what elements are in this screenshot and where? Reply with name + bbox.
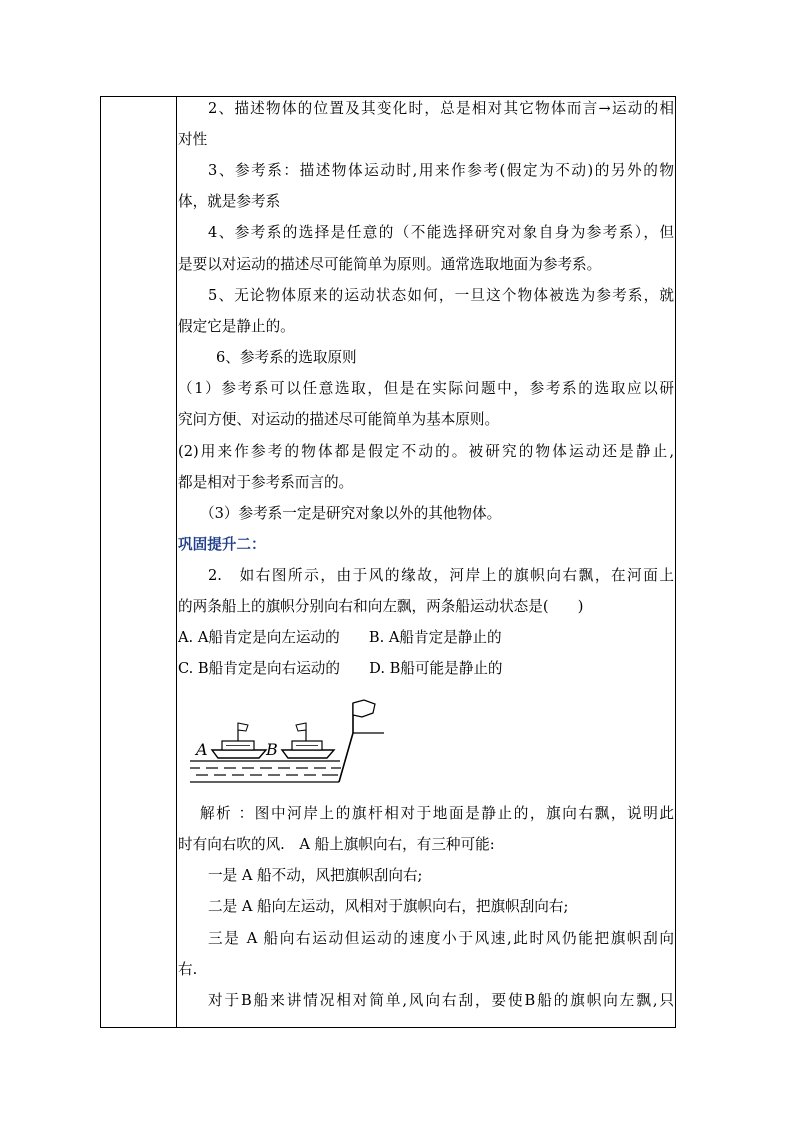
rule-2-line2: 都是相对于参考系而言的。: [178, 474, 354, 491]
point-2-line1: 2、描述物体的位置及其变化时，总是相对其它物体而言→运动的相: [208, 100, 674, 117]
last-line: 对于B船来讲情况相对简单,风向右刮，要使B船的旗帜向左飘,只: [208, 992, 674, 1009]
option-ab: A. A船肯定是向左运动的 B. A船肯定是静止的: [178, 629, 502, 646]
rule-3: （3）参考系一定是研究对象以外的其他物体。: [200, 505, 502, 522]
question-line1: 2. 如右图所示，由于风的缘故，河岸上的旗帜向右飘，在河面上: [208, 567, 674, 584]
boat-a-label: A: [196, 740, 208, 759]
case-1: 一是 A 船不动，风把旗帜刮向右;: [208, 867, 423, 884]
boats-flag-figure: [188, 695, 388, 787]
analysis-line2: 时有向右吹的风. A 船上旗帜向右，有三种可能:: [178, 836, 495, 853]
point-4-line1: 4、参考系的选择是任意的（不能选择研究对象自身为参考系），但: [208, 224, 674, 241]
content-cell: [178, 97, 675, 1027]
option-cd: C. B船肯定是向右运动的 D. B船可能是静止的: [178, 660, 503, 677]
case-2: 二是 A 船向左运动，风相对于旗帜向右，把旗帜刮向右;: [208, 898, 569, 915]
section-heading: 巩固提升二：: [178, 536, 266, 553]
point-6-title: 6、参考系的选取原则: [216, 349, 357, 366]
point-4-line2: 是要以对运动的描述尽可能简单为原则。通常选取地面为参考系。: [178, 256, 602, 273]
column-divider: [176, 97, 177, 1027]
rule-2-line1: (2)用来作参考的物体都是假定不动的。被研究的物体运动还是静止,: [178, 443, 674, 460]
boat-b-flag: [296, 723, 306, 731]
boat-b-hull: [282, 750, 334, 758]
point-5-line2: 假定它是静止的。: [178, 318, 295, 335]
point-5-line1: 5、无论物体原来的运动状态如何，一旦这个物体被选为参考系，就: [208, 287, 674, 304]
question-line2: 的两条船上的旗帜分别向右和向左飘，两条船运动状态是( ): [178, 598, 584, 615]
rule-1-line2: 究问方便、对运动的描述尽可能简单为基本原则。: [178, 411, 500, 428]
boat-b-label: B: [266, 740, 278, 759]
analysis-line1: 解析 ：图中河岸上的旗杆相对于地面是静止的，旗向右飘，说明此: [200, 805, 674, 822]
water-lines: [190, 761, 341, 782]
case-3-line1: 三是 A 船向右运动但运动的速度小于风速,此时风仍能把旗帜刮向: [208, 930, 674, 947]
point-3-line1: 3、参考系：描述物体运动时,用来作参考(假定为不动)的另外的物: [208, 162, 674, 179]
boat-a-hull: [212, 750, 266, 758]
case-3-line2: 右.: [178, 961, 198, 978]
rule-1-line1: （1）参考系可以任意选取，但是在实际问题中，参考系的选取应以研: [178, 380, 674, 397]
shore-flag: [353, 700, 375, 717]
point-3-line2: 体，就是参考系: [178, 193, 281, 210]
point-2-line2: 对性: [178, 131, 208, 148]
boat-a-flag: [238, 723, 248, 731]
river-bank: [339, 733, 353, 782]
content-table: [100, 96, 676, 1028]
